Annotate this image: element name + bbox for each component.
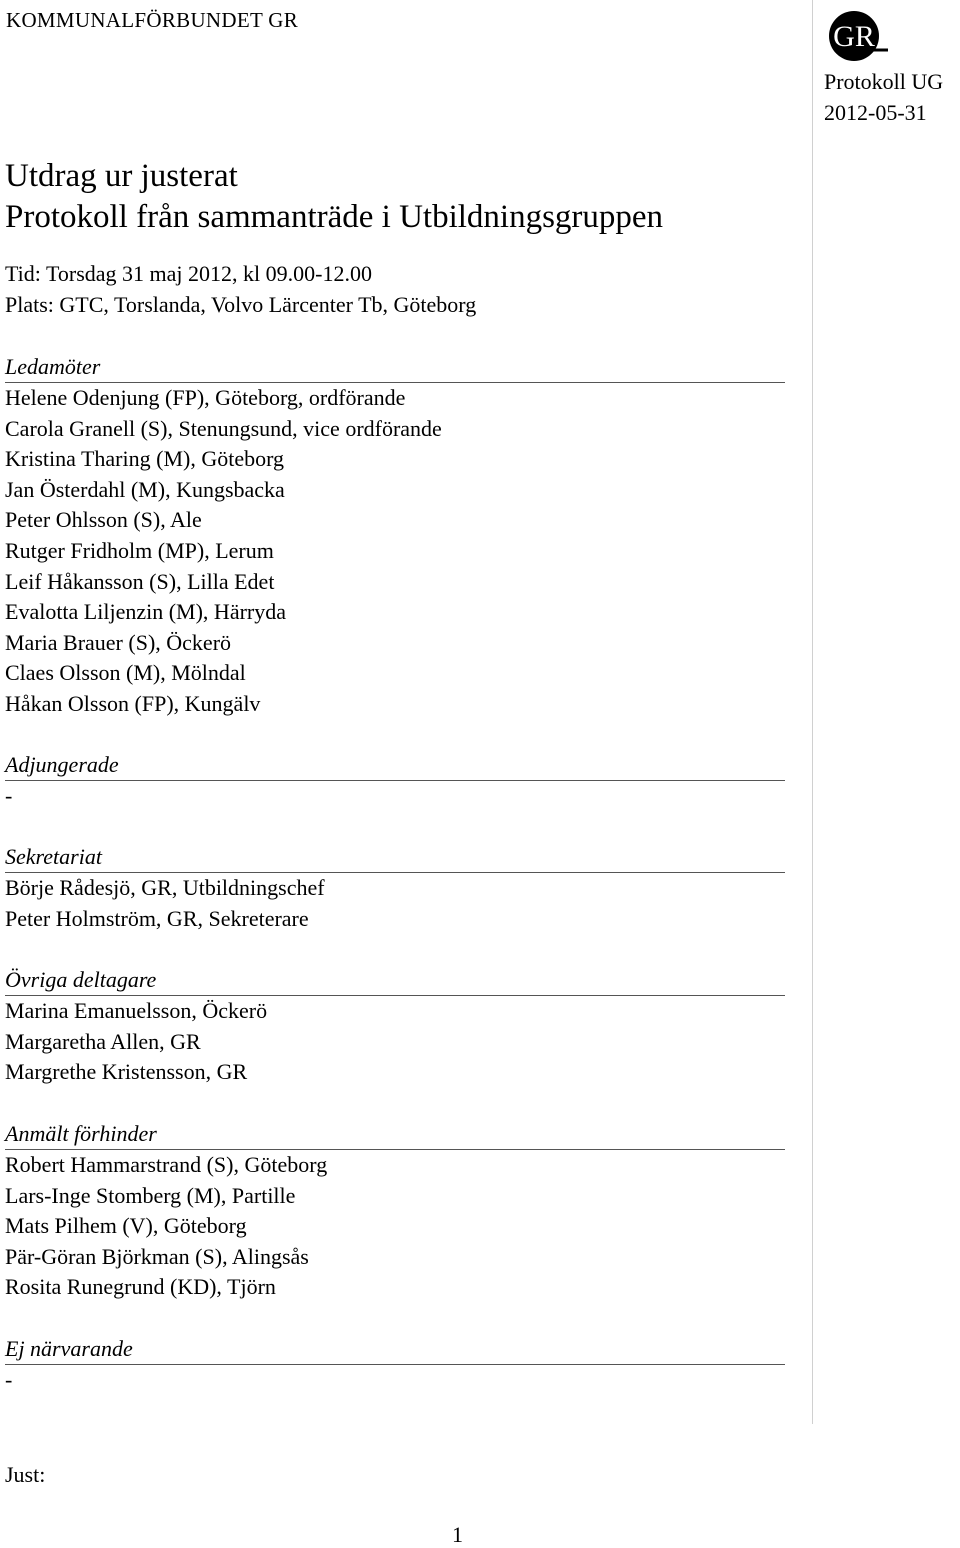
gr-logo-icon (828, 8, 894, 64)
section-absent (5, 1334, 785, 1396)
meeting-place: Plats: GTC, Torslanda, Volvo Lärcenter Tb, Göteborg (5, 292, 477, 317)
title-line-1: Utdrag ur justerat (5, 158, 238, 194)
list-item: Leif Håkansson (S), Lilla Edet (5, 568, 275, 594)
document-date: 2012-05-31 (824, 100, 927, 125)
section-secretariat (5, 842, 785, 934)
title-line-2: Protokoll från sammanträde i Utbildningsgruppen (5, 199, 664, 235)
section-heading: Ledamöter (5, 352, 785, 383)
list-item: Mats Pilhem (V), Göteborg (5, 1213, 247, 1239)
list-item: Peter Ohlsson (S), Ale (5, 507, 202, 533)
list-item: Maria Brauer (S), Öckerö (5, 629, 232, 655)
list-item: Pär-Göran Björkman (S), Alingsås (5, 1243, 309, 1269)
organization-name: KOMMUNALFÖRBUNDET GR (6, 8, 299, 32)
section-heading: Adjungerade (5, 750, 785, 781)
just-label: Just: (5, 1462, 46, 1487)
list-item: Kristina Tharing (M), Göteborg (5, 446, 285, 472)
list-item: Börje Rådesjö, GR, Utbildningschef (5, 875, 325, 900)
adjunct-list (5, 781, 785, 812)
list-item: Claes Olsson (M), Mölndal (5, 660, 246, 686)
list-item: Rosita Runegrund (KD), Tjörn (5, 1274, 276, 1300)
other-participants-list (5, 996, 785, 1088)
list-item: Evalotta Liljenzin (M), Härryda (5, 599, 287, 625)
secretariat-list (5, 873, 785, 934)
list-item: Lars-Inge Stomberg (M), Partille (5, 1182, 296, 1208)
section-members (5, 352, 785, 720)
list-item: Margrethe Kristensson, GR (5, 1059, 248, 1085)
absent-list (5, 1365, 785, 1396)
section-adjunct (5, 750, 785, 812)
list-item: Margaretha Allen, GR (5, 1028, 201, 1054)
document-type: Protokoll UG (824, 69, 944, 94)
page-number: 1 (452, 1522, 463, 1547)
section-other-participants (5, 965, 785, 1088)
list-item: Håkan Olsson (FP), Kungälv (5, 690, 261, 716)
members-list (5, 383, 785, 720)
list-item: Marina Emanuelsson, Öckerö (5, 998, 268, 1023)
list-item: - (5, 1367, 13, 1392)
list-item: Carola Granell (S), Stenungsund, vice ordförande (5, 415, 442, 441)
section-heading: Anmält förhinder (5, 1119, 785, 1150)
list-item: Robert Hammarstrand (S), Göteborg (5, 1152, 328, 1177)
list-item: Jan Österdahl (M), Kungsbacka (5, 476, 285, 502)
list-item: Peter Holmström, GR, Sekreterare (5, 905, 309, 931)
list-item: Helene Odenjung (FP), Göteborg, ordförande (5, 385, 406, 410)
list-item: Rutger Fridholm (MP), Lerum (5, 537, 274, 563)
page-title (5, 156, 663, 238)
section-apologies (5, 1119, 785, 1303)
meeting-info (5, 258, 476, 320)
margin-divider (812, 0, 813, 1424)
list-item: - (5, 783, 13, 808)
section-heading: Ej närvarande (5, 1334, 785, 1365)
protocol-info (824, 66, 943, 128)
section-heading: Övriga deltagare (5, 965, 785, 996)
meeting-time: Tid: Torsdag 31 maj 2012, kl 09.00-12.00 (5, 261, 372, 286)
apologies-list (5, 1150, 785, 1303)
svg-text:GR: GR (833, 20, 875, 53)
section-heading: Sekretariat (5, 842, 785, 873)
